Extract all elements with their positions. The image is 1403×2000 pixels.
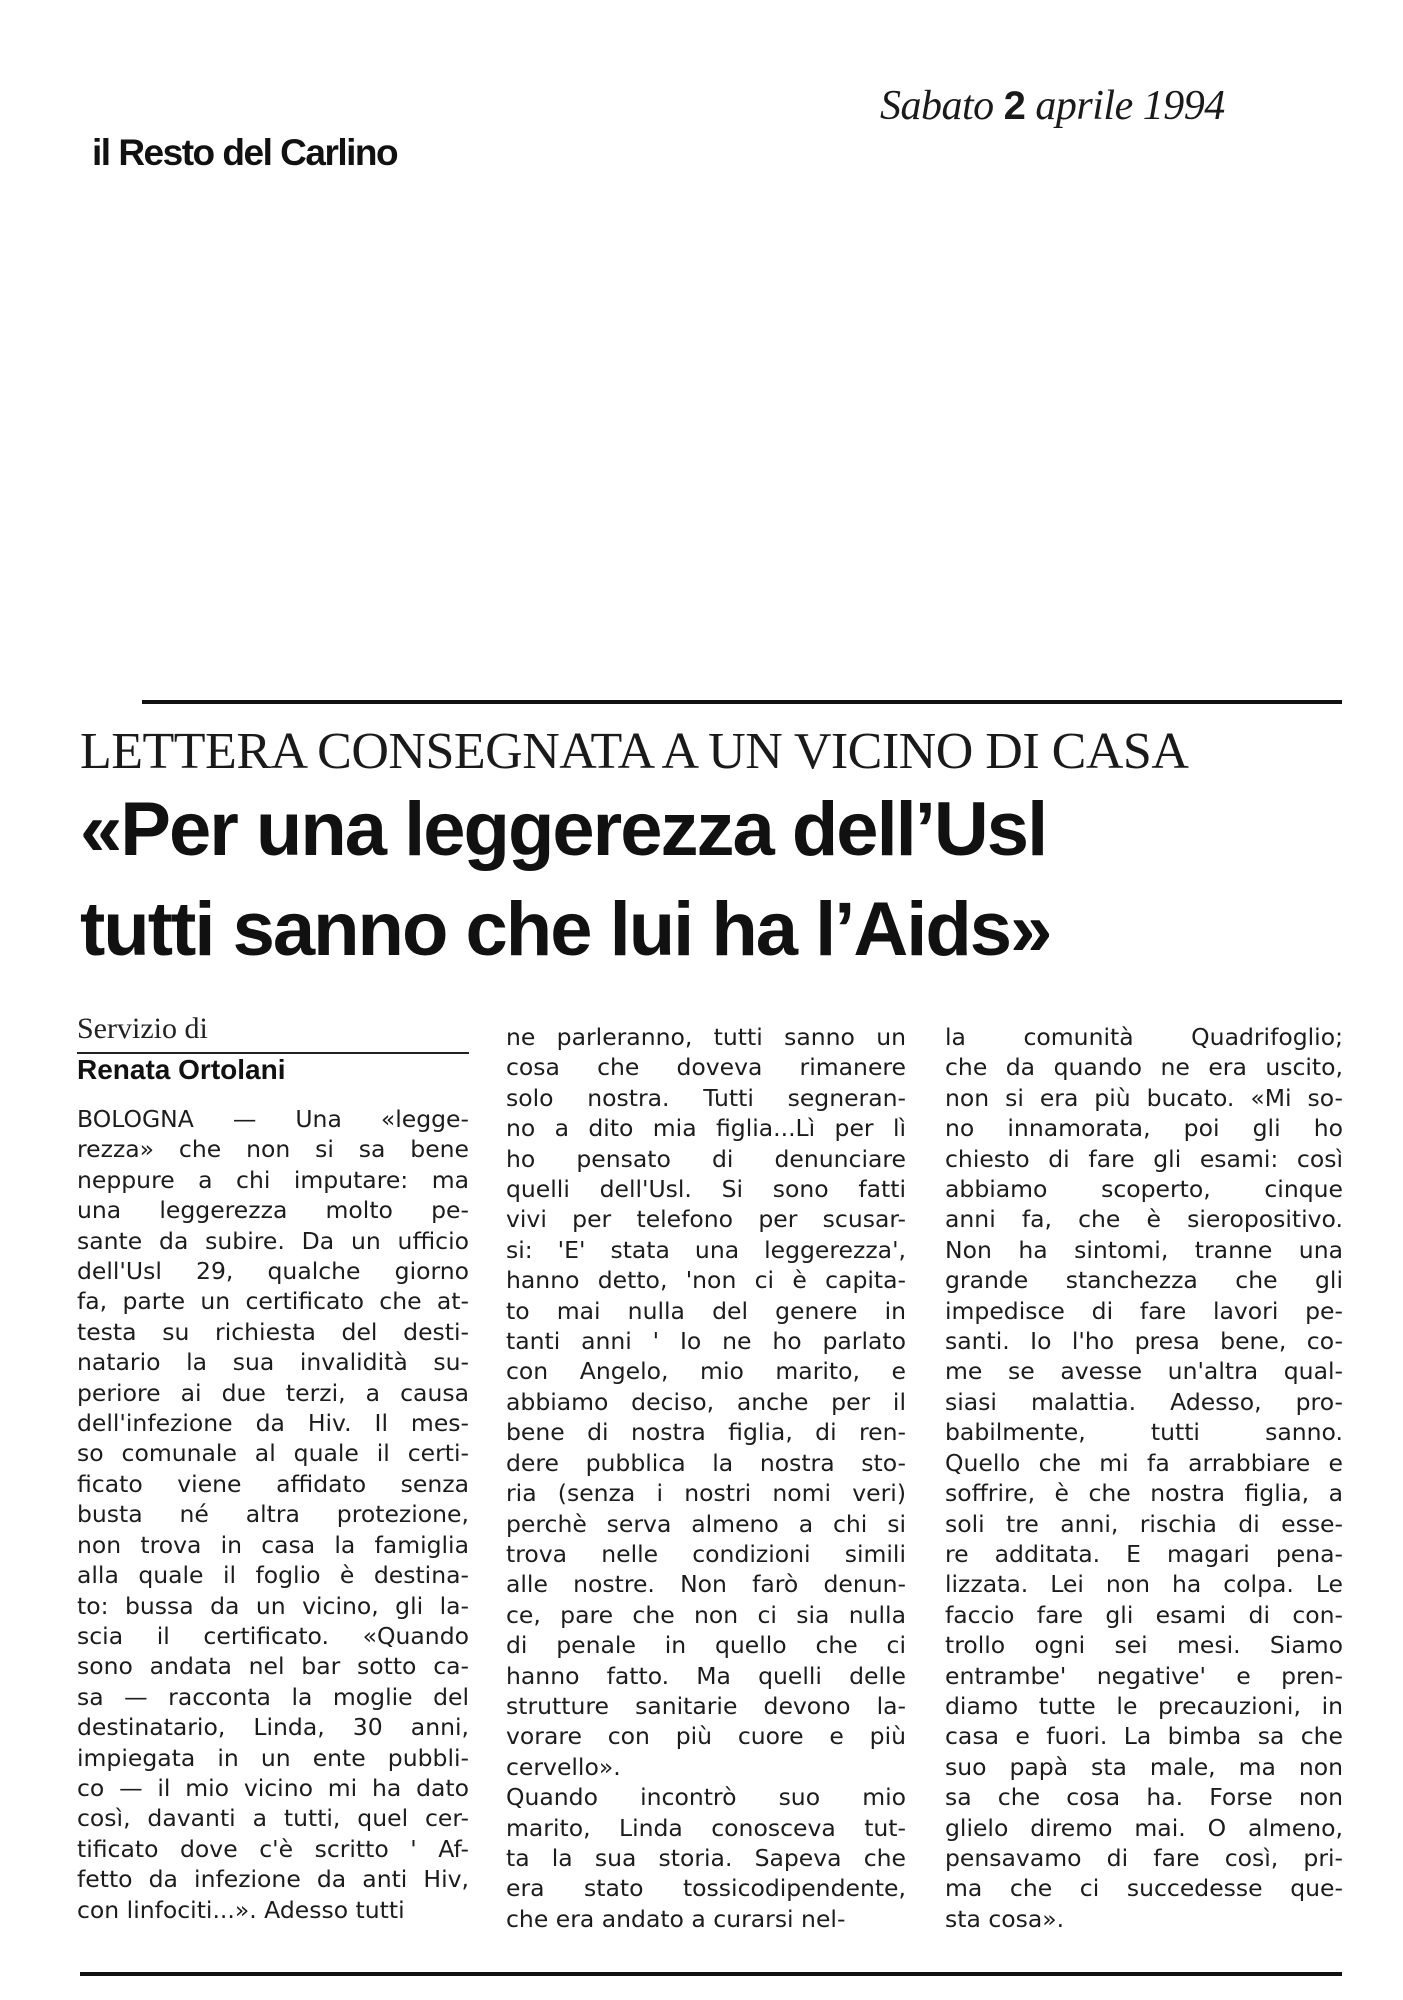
article-line: tanti anni ' Io ne ho parlato xyxy=(506,1327,906,1356)
article-line: ma che ci succedesse que- xyxy=(945,1874,1343,1903)
article-line: alle nostre. Non farò denun- xyxy=(506,1570,906,1599)
article-line: con linfociti...». Adesso tutti xyxy=(77,1895,405,1924)
article-line: dell'infezione da Hiv. Il mes- xyxy=(77,1409,469,1438)
article-line: la comunità Quadrifoglio; xyxy=(945,1023,1343,1051)
article-line: scia il certificato. «Quando xyxy=(77,1621,469,1650)
article-line: così, davanti a tutti, quel cer- xyxy=(77,1804,469,1833)
article-line: sante da subire. Da un ufficio xyxy=(77,1226,469,1255)
article-line: glielo diremo mai. O almeno, xyxy=(945,1813,1343,1842)
article-line: ta la sua storia. Sapeva che xyxy=(506,1843,906,1872)
article-line: sono andata nel bar sotto ca- xyxy=(77,1652,469,1681)
article-line: fetto da infezione da anti Hiv, xyxy=(77,1865,469,1894)
article-line: cervello». xyxy=(506,1752,621,1781)
article-line: santi. Io l'ho presa bene, co- xyxy=(945,1327,1343,1356)
bottom-divider xyxy=(80,1972,1342,1976)
article-line: neppure a chi imputare: ma xyxy=(77,1165,469,1194)
article-line: busta né altra protezione, xyxy=(77,1500,469,1529)
article-line: no a dito mia figlia...Lì per lì xyxy=(506,1114,906,1143)
article-line: ne parleranno, tutti sanno un xyxy=(506,1023,906,1051)
article-line: destinatario, Linda, 30 anni, xyxy=(77,1713,469,1742)
article-line: ria (senza i nostri nomi veri) xyxy=(506,1479,906,1508)
article-line: siasi malattia. Adesso, pro- xyxy=(945,1387,1343,1416)
article-line: ce, pare che non ci sia nulla xyxy=(506,1600,906,1629)
article-line: to mai nulla del genere in xyxy=(506,1296,906,1325)
date-month-year: aprile 1994 xyxy=(1035,83,1225,129)
article-line: pensavamo di fare così, pri- xyxy=(945,1843,1343,1872)
article-line: tificato dove c'è scritto ' Af- xyxy=(77,1834,469,1863)
newspaper-masthead: il Resto del Carlino xyxy=(92,132,398,173)
article-line: to: bussa da un vicino, gli la- xyxy=(77,1591,469,1620)
article-line: alla quale il foglio è destina- xyxy=(77,1561,469,1590)
headline-line-2: tutti sanno che lui ha l’Aids» xyxy=(80,887,1051,972)
article-line: lizzata. Lei non ha colpa. Le xyxy=(945,1570,1343,1599)
article-line: testa su richiesta del desti- xyxy=(77,1317,469,1346)
article-line: una leggerezza molto pe- xyxy=(77,1196,469,1225)
article-line: bene di nostra figlia, di ren- xyxy=(506,1418,906,1447)
article-line: co — il mio vicino mi ha dato xyxy=(77,1773,469,1802)
date-weekday: Sabato xyxy=(880,83,994,129)
article-line: suo papà sta male, ma non xyxy=(945,1752,1343,1781)
article-line: trollo ogni sei mesi. Siamo xyxy=(945,1631,1343,1660)
article-column-1 xyxy=(77,1104,469,1925)
article-line: sa che cosa ha. Forse non xyxy=(945,1783,1343,1812)
article-line: con Angelo, mio marito, e xyxy=(506,1357,906,1386)
article-line: soffrire, è che nostra figlia, a xyxy=(945,1479,1343,1508)
article-line: anni fa, che è sieropositivo. xyxy=(945,1205,1343,1234)
article-line: che da quando ne era uscito, xyxy=(945,1053,1343,1082)
article-line: soli tre anni, rischia di esse- xyxy=(945,1509,1343,1538)
article-line: vivi per telefono per scusar- xyxy=(506,1205,906,1234)
article-headline xyxy=(80,780,1360,980)
date-day: 2 xyxy=(1003,84,1026,128)
article-line: fa, parte un certificato che at- xyxy=(77,1287,469,1316)
article-column-3 xyxy=(945,1022,1343,1934)
article-line: vorare con più cuore e più xyxy=(506,1722,906,1751)
article-line: marito, Linda conosceva tut- xyxy=(506,1813,906,1842)
article-line: casa e fuori. La bimba sa che xyxy=(945,1722,1343,1751)
article-line: grande stanchezza che gli xyxy=(945,1266,1343,1295)
article-line: perchè serva almeno a chi si xyxy=(506,1509,906,1538)
article-line: non trova in casa la famiglia xyxy=(77,1530,469,1559)
article-line: di penale in quello che ci xyxy=(506,1631,906,1660)
article-line: cosa che doveva rimanere xyxy=(506,1053,906,1082)
article-line: periore ai due terzi, a causa xyxy=(77,1378,469,1407)
article-line: entrambe' negative' e pren- xyxy=(945,1661,1343,1690)
article-line: trova nelle condizioni simili xyxy=(506,1539,906,1568)
article-line: re additata. E magari pena- xyxy=(945,1539,1343,1568)
article-line: dell'Usl 29, qualche giorno xyxy=(77,1257,469,1286)
article-line: hanno detto, 'non ci è capita- xyxy=(506,1266,906,1295)
article-line: sa — racconta la moglie del xyxy=(77,1682,469,1711)
article-line: Quello che mi fa arrabbiare e xyxy=(945,1448,1343,1477)
article-line: quelli dell'Usl. Si sono fatti xyxy=(506,1175,906,1204)
publication-date xyxy=(880,82,1225,130)
article-line: impedisce di fare lavori pe- xyxy=(945,1296,1343,1325)
article-line: dere pubblica la nostra sto- xyxy=(506,1448,906,1477)
article-kicker: LETTERA CONSEGNATA A UN VICINO DI CASA xyxy=(80,723,1189,780)
article-line: strutture sanitarie devono la- xyxy=(506,1691,906,1720)
article-line: non si era più bucato. «Mi so- xyxy=(945,1083,1343,1112)
article-line: ho pensato di denunciare xyxy=(506,1144,906,1173)
article-line: solo nostra. Tutti segneran- xyxy=(506,1083,906,1112)
article-line: abbiamo scoperto, cinque xyxy=(945,1175,1343,1204)
article-line: chiesto di fare gli esami: così xyxy=(945,1144,1343,1173)
article-line: hanno fatto. Ma quelli delle xyxy=(506,1661,906,1690)
article-line: BOLOGNA — Una «legge- xyxy=(77,1105,469,1133)
article-column-2 xyxy=(506,1022,906,1934)
article-line: no innamorata, poi gli ho xyxy=(945,1114,1343,1143)
headline-line-1: «Per una leggerezza dell’Usl xyxy=(80,787,1047,872)
article-line: impiegata in un ente pubbli- xyxy=(77,1743,469,1772)
article-line: Quando incontrò suo mio xyxy=(506,1783,906,1812)
article-line: rezza» che non si sa bene xyxy=(77,1135,469,1164)
article-line: era stato tossicodipendente, xyxy=(506,1874,906,1903)
article-line: me se avesse un'altra qual- xyxy=(945,1357,1343,1386)
byline-intro: Servizio di xyxy=(77,1012,208,1045)
article-line: babilmente, tutti sanno. xyxy=(945,1418,1343,1447)
article-line: faccio fare gli esami di con- xyxy=(945,1600,1343,1629)
article-line: diamo tutte le precauzioni, in xyxy=(945,1691,1343,1720)
article-line: Non ha sintomi, tranne una xyxy=(945,1235,1343,1264)
article-line: che era andato a curarsi nel- xyxy=(506,1904,846,1933)
article-line: so comunale al quale il certi- xyxy=(77,1439,469,1468)
article-line: abbiamo deciso, anche per il xyxy=(506,1387,906,1416)
article-line: natario la sua invalidità su- xyxy=(77,1348,469,1377)
byline-author: Renata Ortolani xyxy=(77,1054,286,1085)
article-line: ficato viene affidato senza xyxy=(77,1469,469,1498)
article-line: sta cosa». xyxy=(945,1904,1065,1933)
top-divider xyxy=(142,700,1342,704)
article-line: si: 'E' stata una leggerezza', xyxy=(506,1235,906,1264)
